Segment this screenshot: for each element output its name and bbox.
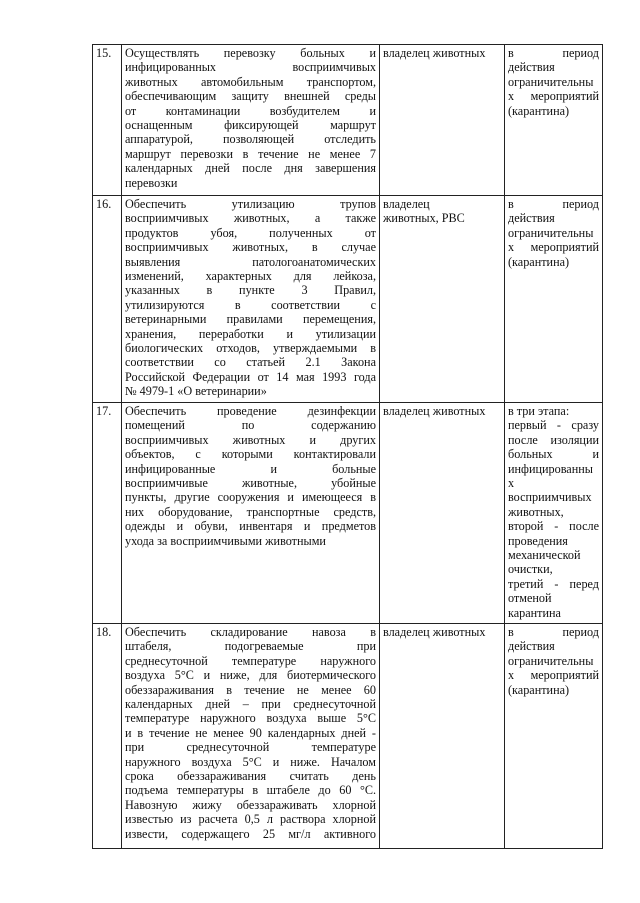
text-line: при среднесуточной температуре [125,740,376,755]
responsible-party: владелец животных [380,624,505,849]
term-line: ограничительны [508,74,594,89]
measure-term [505,196,603,403]
term-line: (карантина) [508,682,570,697]
measure-term [505,403,603,624]
term-line: действия [508,60,555,75]
responsible-party: владелец животных [380,403,505,624]
text-line: Обеспечить утилизацию трупов [125,197,376,211]
text-line: восприимчивых животных, в случае [125,240,376,255]
text-line: восприимчивых животных, а также [125,211,376,226]
term-line: в период [508,46,599,60]
text-line: обеззараживания в течение не менее 60 [125,682,376,697]
term-line: (карантина) [508,103,570,118]
term-line: третий - перед [508,576,599,591]
term-line: после изоляции [508,432,599,447]
text-line: помещений по содержанию [125,418,376,433]
measure-term [505,45,603,196]
term-line: второй - после [508,519,599,534]
responsible-party [380,196,505,403]
text-line: обеспечивающим защиту внешней среды [125,89,376,104]
text-line: указанных в пункте 3 Правил, [125,283,376,298]
text-line: них оборудование, транспортные средств, [125,504,376,519]
measure-description [122,403,380,624]
text-line: изменений, характерных для лейкоза, [125,269,376,284]
text-line: ухода за восприимчивыми животными [125,533,326,548]
table-row [93,624,603,849]
text-line: наружного воздуха 5°С и ниже. Началом [125,754,376,769]
term-line: инфицированны [508,461,593,476]
text-line: аппаратурой, позволяющей отследить [125,132,376,147]
term-line: ограничительны [508,653,594,668]
measures-table [92,44,603,849]
text-line: инфицированные и больные [125,461,376,476]
responsible-party: владелец животных [380,45,505,196]
term-line: животных, [508,504,564,519]
text-line: биологических отходов, утверждаемыми в [125,341,376,356]
text-line: среднесуточной температуре наружного [125,653,376,668]
measure-description [122,45,380,196]
text-line: Обеспечить складирование навоза в [125,625,376,639]
responsible-line: владелец [383,197,430,211]
text-line: хранения, переработки и утилизации [125,326,376,341]
term-line: механической [508,548,581,563]
term-line: действия [508,639,555,654]
term-line: х [508,476,515,491]
text-line: календарных дней после дня завершения [125,161,376,176]
text-line: оснащенным фиксирующей маршрут [125,118,376,133]
text-line: выявления патологоанатомических [125,254,376,269]
text-line: восприимчивых животных и других [125,432,376,447]
text-line: утилизируются в соответствии с [125,297,376,312]
term-line: в период [508,625,599,639]
text-line: объектов, с которыми контактировали [125,447,376,462]
text-line: одежды и обуви, инвентаря и предметов [125,519,376,534]
measure-description [122,624,380,849]
text-line: известью из расчета 0,5 л раствора хлорной [125,812,376,827]
text-line: подъема температуры в штабеле до 60 °С. [125,783,376,798]
term-line: проведения [508,533,568,548]
measure-description [122,196,380,403]
responsible-line: животных, РВС [383,211,465,226]
term-line: х мероприятий [508,240,599,255]
term-line: х мероприятий [508,89,599,104]
term-line: в три этапа: [508,404,570,418]
text-line: извести, содержащего 25 мг/л активного [125,826,376,841]
term-line: ограничительны [508,225,594,240]
term-line: очистки, [508,562,553,577]
text-line: и в течение не менее 90 календарных дней - [125,725,376,740]
text-line: срока обеззараживания считать день [125,769,376,784]
term-line: в период [508,197,599,211]
term-line: первый - сразу [508,418,599,433]
term-line: (карантина) [508,254,570,269]
text-line: маршрут перевозки в течение не менее 7 [125,146,376,161]
term-line: карантина [508,605,561,620]
text-line: от контаминации возбудителем и [125,103,376,118]
term-line: отменой [508,591,552,606]
table-row [93,196,603,403]
row-number: 15. [93,45,122,196]
text-line: животных автомобильным транспортом, [125,74,376,89]
text-line: воздуха 5°С и ниже, для биотермического [125,668,376,683]
text-line: Осуществлять перевозку больных и [125,46,376,60]
term-line: больных и [508,447,599,462]
text-line: инфицированных восприимчивых [125,60,376,75]
text-line: ветеринарными правилами перемещения, [125,312,376,327]
text-line: восприимчивые животные, убойные [125,476,376,491]
text-line: Навозную жижу обеззараживать хлорной [125,797,376,812]
text-line: перевозки [125,175,178,190]
text-line: Обеспечить проведение дезинфекции [125,404,376,418]
text-line: продуктов убоя, полученных от [125,225,376,240]
text-line: пункты, другие сооружения и имеющееся в [125,490,376,505]
table-row [93,45,603,196]
term-line: действия [508,211,555,226]
text-line: № 4979-1 «О ветеринарии» [125,384,267,399]
table-row [93,403,603,624]
text-line: штабеля, подогреваемые при [125,639,376,654]
row-number: 16. [93,196,122,403]
text-line: календарных дней – при среднесуточной [125,697,376,712]
row-number: 18. [93,624,122,849]
term-line: восприимчивых [508,490,592,505]
text-line: Российской Федерации от 14 мая 1993 года [125,369,376,384]
text-line: соответствии со статьей 2.1 Закона [125,355,376,370]
measure-term [505,624,603,849]
term-line: х мероприятий [508,668,599,683]
text-line: температуре наружного воздуха выше 5°С [125,711,376,726]
row-number: 17. [93,403,122,624]
